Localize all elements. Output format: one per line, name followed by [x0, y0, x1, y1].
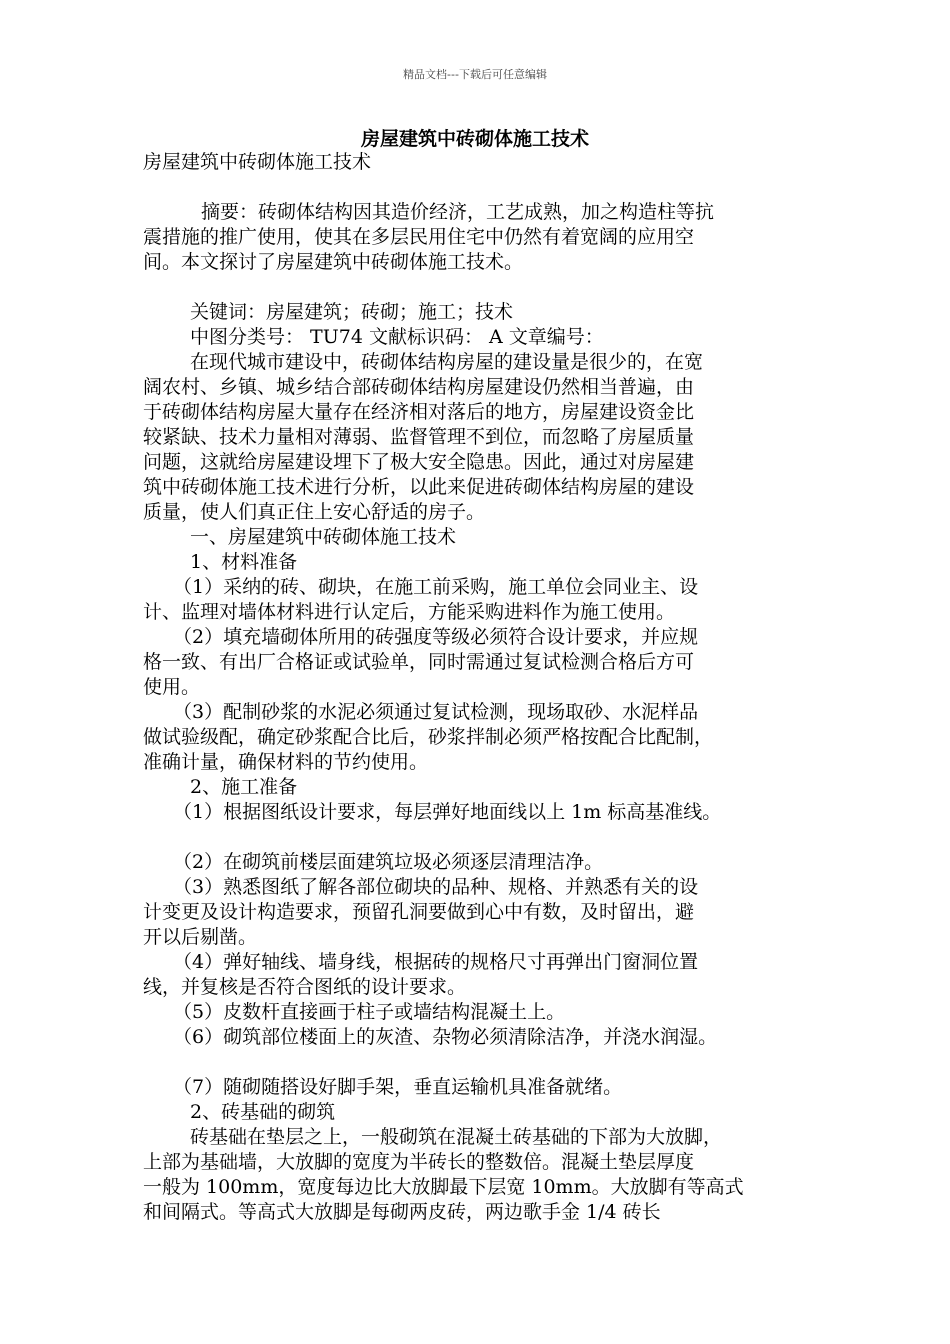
text-line: 使用。 — [143, 676, 201, 698]
text-line: 2、施工准备 — [190, 776, 298, 798]
text-line: 中图分类号： TU74 文献标识码： A 文章编号： — [190, 326, 604, 348]
text-line: 做试验级配，确定砂浆配合比后，砂浆拌制必须严格按配合比配制， — [143, 726, 714, 748]
text-line: （1）采纳的砖、砌块，在施工前采购，施工单位会同业主、设 — [173, 576, 699, 598]
text-line: 上部为基础墙，大放脚的宽度为半砖长的整数倍。混凝土垫层厚度 — [143, 1151, 695, 1173]
text-line: 质量，使人们真正住上安心舒适的房子。 — [143, 501, 486, 523]
blank-line — [143, 275, 813, 300]
text-line: 砖基础在垫层之上，一般砌筑在混凝土砖基础的下部为大放脚， — [190, 1126, 723, 1148]
text-line: 震措施的推广使用，使其在多层民用住宅中仍然有着宽阔的应用空 — [143, 226, 695, 248]
text-line: 开以后剔凿。 — [143, 926, 258, 948]
text-line: 较紧缺、技术力量相对薄弱、监督管理不到位，而忽略了房屋质量 — [143, 426, 695, 448]
text-line: 计变更及设计构造要求，预留孔洞要做到心中有数，及时留出，避 — [143, 901, 695, 923]
text-line: 2、砖基础的砌筑 — [190, 1101, 336, 1123]
text-line: 一般为 100mm，宽度每边比大放脚最下层宽 10mm。大放脚有等高式 — [143, 1176, 744, 1198]
document-title: 房屋建筑中砖砌体施工技术 — [360, 128, 589, 150]
text-line: 和间隔式。等高式大放脚是每砌两皮砖，两边歌手金 1/4 砖长 — [143, 1201, 661, 1223]
text-line: 筑中砖砌体施工技术进行分析，以此来促进砖砌体结构房屋的建设 — [143, 476, 695, 498]
blank-line — [143, 1050, 813, 1075]
text-line: 在现代城市建设中，砖砌体结构房屋的建设量是很少的，在宽 — [190, 351, 704, 373]
blank-line — [143, 825, 813, 850]
document-body — [143, 150, 813, 1225]
blank-line — [143, 175, 813, 200]
text-line: 计、监理对墙体材料进行认定后，方能采购进料作为施工使用。 — [143, 601, 676, 623]
text-line: 阔农村、乡镇、城乡结合部砖砌体结构房屋建设仍然相当普遍，由 — [143, 376, 695, 398]
text-line: 一、房屋建筑中砖砌体施工技术 — [190, 526, 457, 548]
text-line: （5）皮数杆直接画于柱子或墙结构混凝土上。 — [173, 1001, 566, 1023]
text-line: 问题，这就给房屋建设埋下了极大安全隐患。因此，通过对房屋建 — [143, 451, 695, 473]
text-line: 准确计量，确保材料的节约使用。 — [143, 751, 429, 773]
text-line: （1）根据图纸设计要求，每层弹好地面线以上 1m 标高基准线。 — [173, 801, 722, 823]
text-line: 1、材料准备 — [190, 551, 298, 573]
text-line: （7）随砌随搭设好脚手架，垂直运输机具准备就绪。 — [173, 1076, 623, 1098]
text-line: （2）填充墙砌体所用的砖强度等级必须符合设计要求，并应规 — [173, 626, 699, 648]
text-line: 摘要：砖砌体结构因其造价经济，工艺成熟，加之构造柱等抗 — [201, 201, 715, 223]
text-line: （3）配制砂浆的水泥必须通过复试检测，现场取砂、水泥样品 — [173, 701, 699, 723]
text-line: （3）熟悉图纸了解各部位砌块的品种、规格、并熟悉有关的设 — [173, 876, 699, 898]
text-line: 间。本文探讨了房屋建筑中砖砌体施工技术。 — [143, 251, 524, 273]
text-line: 格一致、有出厂合格证或试验单，同时需通过复试检测合格后方可 — [143, 651, 695, 673]
text-line: 房屋建筑中砖砌体施工技术 — [143, 151, 372, 173]
text-line: 于砖砌体结构房屋大量存在经济相对落后的地方，房屋建设资金比 — [143, 401, 695, 423]
page-watermark: 精品文档---下载后可任意编辑 — [403, 68, 547, 81]
text-line: 线，并复核是否符合图纸的设计要求。 — [143, 976, 467, 998]
text-line: （6）砌筑部位楼面上的灰渣、杂物必须清除洁净，并浇水润湿。 — [173, 1026, 718, 1048]
text-line: （4）弹好轴线、墙身线，根据砖的规格尺寸再弹出门窗洞位置 — [173, 951, 699, 973]
text-line: 关键词：房屋建筑；砖砌；施工；技术 — [190, 301, 514, 323]
text-line: （2）在砌筑前楼层面建筑垃圾必须逐层清理洁净。 — [173, 851, 604, 873]
